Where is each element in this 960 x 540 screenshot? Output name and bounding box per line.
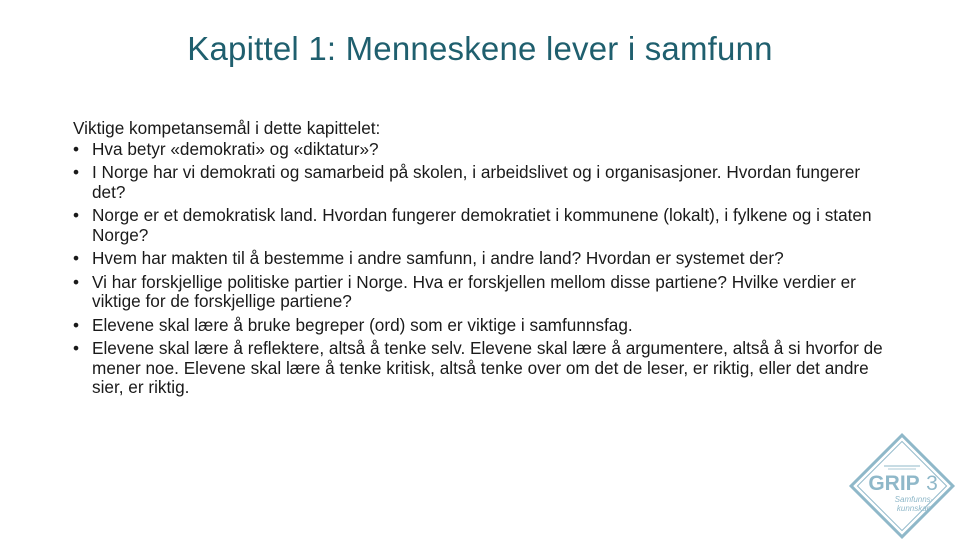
list-item-text: Hvem har makten til å bestemme i andre samfunn, i andre land? Hvordan er systemet der? <box>92 248 784 268</box>
list-item <box>73 339 883 398</box>
bullet-marker: • <box>73 314 80 335</box>
list-item <box>73 273 883 312</box>
bullet-list <box>73 140 883 398</box>
list-item-text: I Norge har vi demokrati og samarbeid på skolen, i arbeidslivet og i organisasjoner. Hvordan fungerer det? <box>92 162 861 202</box>
slide-body <box>73 119 883 402</box>
logo-number: 3 <box>926 472 938 495</box>
list-item <box>73 206 883 245</box>
bullet-marker: • <box>73 205 80 225</box>
intro-text: Viktige kompetansemål i dette kapittelet: <box>73 118 381 138</box>
logo-subject-line2: kunnskap <box>896 504 932 513</box>
bullet-marker: • <box>73 162 80 182</box>
bullet-marker: • <box>73 271 80 292</box>
logo-subject-line1: Samfunns- <box>894 495 934 504</box>
grip-logo <box>848 432 956 540</box>
list-item-text: Norge er et demokratisk land. Hvordan fungerer demokratiet i kommunene (lokalt), i fylkene og i staten Norge? <box>92 205 872 245</box>
bullet-marker: • <box>73 138 80 159</box>
list-item-text: Elevene skal lære å reflektere, altså å tenke selv. Elevene skal lære å argumentere, altså å si hvorfor de mener noe. Elevene skal lære å tenke kritisk, altså tenke over om det de leser, er riktig, eller det andre sier, er riktig. <box>92 338 883 397</box>
list-item <box>73 140 883 160</box>
list-item <box>73 316 883 336</box>
slide-title: Kapittel 1: Menneskene lever i samfunn <box>187 30 773 67</box>
bullet-marker: • <box>73 338 80 358</box>
list-item-text: Elevene skal lære å bruke begreper (ord) som er viktige i samfunnsfag. <box>92 314 633 335</box>
logo-brand: GRIP <box>868 472 920 495</box>
list-item-text: Vi har forskjellige politiske partier i Norge. Hva er forskjellen mellom disse partiene? Hvilke verdier er viktige for de forskjellige partiene? <box>92 271 856 311</box>
list-item-text: Hva betyr «demokrati» og «diktatur»? <box>92 138 379 159</box>
bullet-marker: • <box>73 248 80 268</box>
list-item <box>73 163 883 202</box>
list-item <box>73 249 883 269</box>
